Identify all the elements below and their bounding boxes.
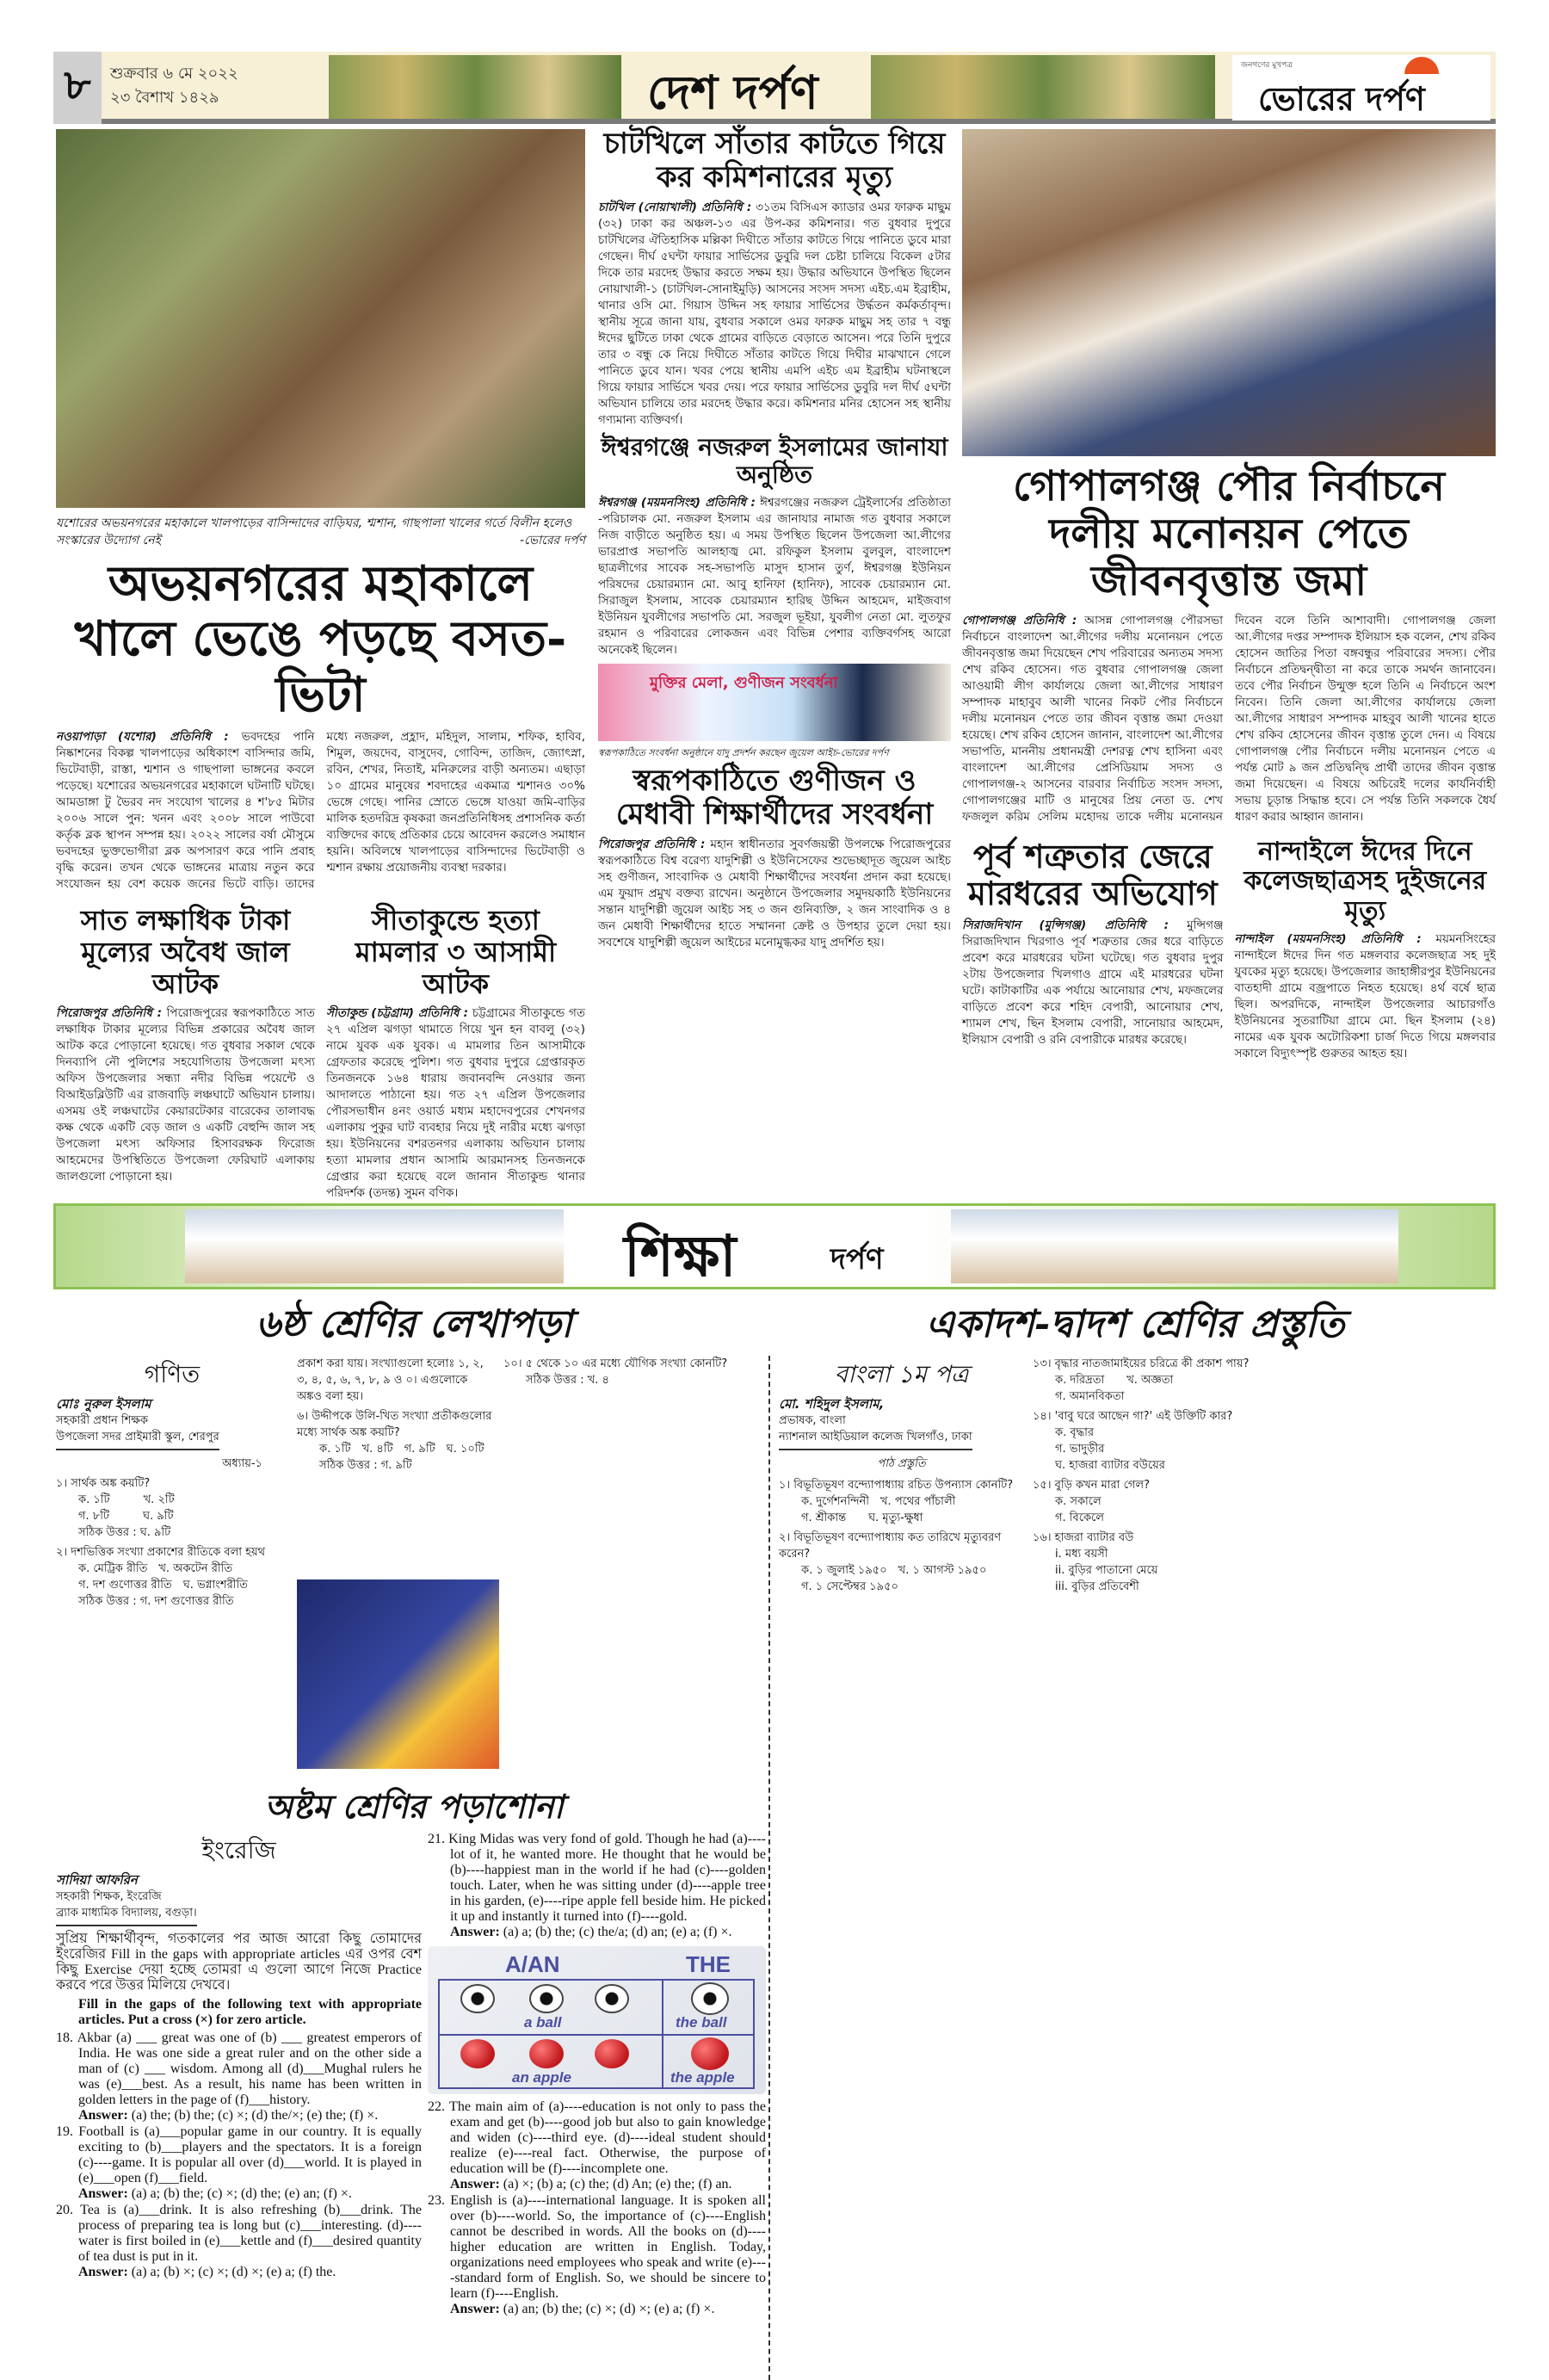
middle-news-column: [598, 127, 951, 1196]
apple-icon: [595, 2039, 629, 2068]
exercise-answer: [78, 2186, 422, 2202]
sun-icon: [1404, 57, 1439, 74]
answer-label: Answer:: [78, 2186, 128, 2201]
exercise-answer: [450, 2302, 766, 2317]
date-block: [110, 62, 238, 110]
exercise-text: 18. Akbar (a) ___ great was one of (b) ___ greatest emperors of India. He was one side a great ruler and on the other side a man of (c) ___ wisdom. Among all (d)___Mughal rulers he was (e)___best. As a result, his name has been written in golden letters in the page of (f)___history.: [56, 2031, 422, 2107]
answer-label: Answer:: [450, 1925, 500, 1939]
students-photo-left: [185, 1209, 564, 1283]
page-number: ৮: [53, 52, 102, 124]
articles-figure: [428, 1946, 766, 2094]
exercise-answer: [450, 2177, 766, 2192]
question-text: ১৬। হাজরা ব্যাটার বউ: [1033, 1531, 1134, 1544]
article-swarupkathi: পিরোজপুর প্রতিনিধি : মহান স্বাধীনতার সুবর্ণজয়ন্তী উপলক্ষে পিরোজপুরের স্বরূপকাঠিতে বিশ্ব বরেণ্য যাদুশিল্পী ও ইউনিসেফের শুভেচ্ছাদূত জুয়েল আইচ সহ গুণীজন, সাংবাদিক ও মেধাবী শিক্ষার্থীদের সংবর্ধনা প্রদান করা হয়েছে। এম ফুয়াদ প্রমুখ বক্তব্য রাখেন। অনুষ্ঠানে উপজেলার সমুদয়কাঠি ইউনিয়নের সন্তান যাদুশিল্পী জুয়েল আইচ সহ ৩ জন গুনিব্যক্তি, ২ জন সাংবাদিক ও ৪ জন মেধাবী শিক্ষার্থীদের হাতে সম্মাননা ক্রেষ্ট ও উপহার তুলে দেয়া হয়। সবশেষে যাদুশিল্পী জুয়েল আইচের মনোমুগ্ধকর যাদু প্রদর্শিত হয়।: [598, 837, 951, 949]
question-option: গ. ৮টি ঘ. ৯টি: [78, 1510, 174, 1523]
question-option: গ. ভাদুড়ীর: [1055, 1443, 1105, 1456]
exercise-answer: [78, 2265, 422, 2280]
subject-math: গণিত: [144, 1360, 201, 1388]
author-byline: সাদিয়া আফরিন সহকারী শিক্ষক, ইংরেজি ব্র্যাক মাধ্যমিক বিদ্যালয়, বগুড়া।: [56, 1872, 422, 1926]
students-photo-right: [951, 1209, 1398, 1283]
exercise-item: [56, 2203, 422, 2280]
apple-icon: [529, 2039, 564, 2068]
question-answer: সঠিক উত্তর : খ. ৪: [526, 1374, 609, 1387]
nomination-photo: [962, 129, 1496, 456]
photo-caption: যশোরের অভয়নগরের মহাকালে খালপাড়ের বাসিন্দাদের বাড়িঘর, শ্মশান, গাছপালা খালের গর্তে বিলীন হলেও সংস্কারের উদ্যোগ নেই -ভোরের দর্পণ: [56, 516, 585, 547]
question-item: [779, 1530, 1024, 1595]
class6-col: [56, 1356, 288, 1613]
article-abhaynagar: নওয়াপাড়া (যশোর) প্রতিনিধি : ভবদহের পানি নিষ্কাশনের বিকল্প খালপাড়ের অধিকাংশ বাসিন্দার জমি, ভিটেবাড়ী, রাস্তা, শ্মশান ও গাছপালা ভাঙ্গনের কবলে পড়েছে। যশোরের অভয়নগরের মহাকালে ঘটনাটি ঘটছে। আমডাঙ্গা টু ভৈরব নদ সংযোগ খালের ৪ শ'৮৫ মিটার ২০০৬ সালে পুন: খনন এবং ২০০৮ সালে পাউবো কর্তৃক ব্লক স্থাপন সম্পন্ন হয়। ২০২২ সালের বর্ষা মৌসুমে ভবদহের ভুক্তভোগীরা ব্লক অপসারণ করে পানি প্রবাহ বৃদ্ধি করেন। তখন থেকে ভাঙ্গনের মাত্রায় নতুন করে সংযোজন হয় বেশ কয়েক জনের ভিটে বাড়ি। তাদের মধ্যে নজরুল, প্রহ্লাদ, মহিদুল, সালাম, শফিক, হাবিব, শিমুল, জয়দেব, বাসুদেব, গোবিন্দ, তাজিদ, জ্যোৎস্না, রবিন, শেখর, নিতাই, মনিরুলের বাড়ী অন্যতম। এছাড়া ১০ গ্রামের মানুষের শবদাহের একমাত্র শ্মশানও ৩০% ভেঙ্গে গেছে। পানির স্রোতে ভেঙ্গে যাওয়া জমি-বাড়ির মালিক হতদরিদ্র কৃষকরা জনপ্রতিনিধিসহ প্রশাসনিক কর্তা ব্যক্তিদের কাছে প্রতিকার চেয়ে আবেদন করলেও সমাধান হয়নি। অবিলম্বে খালপাড়ের বাসিন্দাদের ভিটেবাড়ী ও শ্মশান রক্ষায় প্রয়োজনীয় ব্যবস্থা দরকার।: [56, 730, 585, 892]
article-purbo: সিরাজদিখান (মুন্সিগঞ্জ) প্রতিনিধি : মুন্সিগঞ্জ সিরাজদিখান খিরগাও পূর্ব শত্রুতার জের ধরে বাড়িতে প্রবেশ করে মারধরের ঘটনা ঘটেছে। গত বুধবার দুপুর ২টায় উপজেলার খিলগাও গ্রামে এই মারধরের ঘটনা ঘটে। কাটাকাটির এক পর্যায়ে আনোয়ার শেখ, মফজলের বাড়িতে প্রবেশ করে শহিদ বেপারী, আনোয়ার শেখ, শ্যামল শেখ, ছিন ইসলাম বেপারী, সানোয়ার আহমেদ, ইলিয়াস বেপারী ও রনি বেপারীকে মারধর করেছে।: [962, 918, 1224, 1047]
exercise-answer: [450, 1925, 766, 1940]
article-net: পিরোজপুর প্রতিনিধি : পিরোজপুরের স্বরূপকাঠিতে সাত লক্ষাধিক টাকার মূল্যের বিভিন্ন প্রকারের অবৈধ জাল আটক করে পোড়ানো হয়েছে। গত বুধবার সকাল থেকে দিনব্যাপি নৌ পুলিশের সহযোগিতায় উপজেলা মৎস্য অফিস উপজেলার সন্ধ্যা নদীর বিভিন্ন পয়েন্টে ও বিআইডব্লিউটি এর রাজবাড়ি লঞ্চঘাটে অভিযান চালায়। এসময় ওই লঞ্চঘাটের কেয়ারটেকার বারেকের তালাবদ্ধ কক্ষ থেকে একটি বেড় জাল ও একটি বেহুন্দি জাল সহ উপজেলা মৎস্য অফিসার হিসাবরক্ষক ফিরোজ আহমেদের উপস্থিতিতে উপজেলা ফেরিঘাট এলাকায় জালগুলো পোড়ানো হয়।: [56, 1005, 315, 1184]
exercise-item: [56, 2124, 422, 2202]
event-banner-text: মুক্তির মেলা, গুণীজন সংবর্ধনা: [650, 673, 838, 692]
question-option: ক. ১ জুলাই ১৯৫০ খ. ১ আগস্ট ১৯৫০: [801, 1564, 987, 1577]
author-byline: মোঃ নুরুল ইসলাম সহকারী প্রধান শিক্ষক উপজেলা সদর প্রাইমারী স্কুল, শেরপুর: [56, 1396, 288, 1450]
answer-label: Answer:: [450, 2177, 500, 2191]
question-item: [297, 1356, 495, 1405]
class8-col-2: [428, 1832, 766, 2318]
felicitation-photo: [598, 664, 951, 741]
exercise-text: 23. English is (a)----international language. It is spoken all over (b)----world. So, the importance of (c)----English cannot be described in words. All the books on (d)----higher education are written in English. Today, organizations need employees who speak and write (e)----standard form of English. So, we should be sincere to learn (f)----English.: [428, 2193, 766, 2301]
question-option: গ. দশ গুণোত্তর রীতি ঘ. ভগ্নাংশরীতি: [78, 1579, 248, 1592]
question-option: ক. সকালে: [1055, 1495, 1102, 1508]
class11-col: [779, 1356, 1024, 1598]
question-text: ১। সার্থক অঙ্ক কয়টি?: [56, 1477, 151, 1490]
label-the-ball: the ball: [676, 2014, 727, 2031]
question-item: [1033, 1477, 1256, 1526]
figure-grid: [438, 1979, 755, 2089]
answer-text: (a) the; (b) the; (c) ×; (d) the/×; (e) the; (f) ×.: [131, 2108, 379, 2123]
exercise-text: 20. Tea is (a)___drink. It is also refreshing (b)___drink. The process of preparing tea is long but (c)___interesting. (d)----water is first boiled in (e)___kettle and (f)___desired quantity of tea dust is put in it.: [56, 2203, 422, 2264]
question-item: [779, 1477, 1024, 1526]
exercise-text: 19. Football is (a)___popular game in our country. It is equally exciting to (b)___players and the spectators. It is a foreign (c)----game. It is popular all over (d)___world. It is played in (e)___open (f)___field.: [56, 2124, 422, 2185]
question-text: ১। বিভূতিভূষণ বন্দ্যোপাধ্যায় রচিত উপন্যাস কোনটি?: [779, 1479, 1014, 1492]
question-text: ১৫। বুড়ি কখন মারা গেল?: [1033, 1479, 1150, 1492]
headline-gopalganj: গোপালগঞ্জ পৌর নির্বাচনে দলীয় মনোনয়ন পেতে জীবনবৃত্তান্ত জমা: [1012, 462, 1446, 606]
answer-text: (a) a; (b) the; (c) ×; (d) the; (e) an; (f) ×.: [131, 2186, 352, 2201]
answer-label: Answer:: [78, 2108, 128, 2123]
answer-text: (a) a; (b) ×; (c) ×; (d) ×; (e) a; (f) the.: [131, 2265, 336, 2279]
headline-nazrul: ঈশ্বরগঞ্জে নজরুল ইসলামের জানাযা অনুষ্ঠিত: [601, 433, 948, 490]
question-text: ১০। ৫ থেকে ১০ এর মধ্যে যৌগিক সংখ্যা কোনটি?: [503, 1357, 728, 1370]
question-answer: সঠিক উত্তর : ঘ. ৯টি: [78, 1526, 171, 1539]
class8-col: [56, 1832, 422, 2281]
photo-caption-swarupkathi: স্বরূপকাঠিতে সংবর্ধনা অনুষ্ঠানে যাদু প্রদর্শন করছেন জুয়েল আইচ-ভোরের দর্পণ: [598, 746, 889, 758]
question-option: ক. ১টি খ. ২টি: [78, 1493, 175, 1506]
question-answer: সঠিক উত্তর : গ. ৯টি: [319, 1459, 412, 1472]
question-text: ১৩। বৃদ্ধার নাতজামাইয়ের চরিত্রে কী প্রকাশ পায়?: [1033, 1357, 1250, 1370]
question-option: ক. দুর্গেশনন্দিনী খ. পথের পাঁচালী: [801, 1495, 956, 1508]
question-option: গ. ১ সেপ্টেম্বর ১৯৫০: [801, 1580, 898, 1593]
label-a-ball: a ball: [524, 2014, 562, 2031]
question-option: ঘ. হাজরা ব্যাটার বউয়ের: [1055, 1459, 1165, 1472]
exercise-text: 21. King Midas was very fond of gold. Though he had (a)----lot of it, he wanted more. He thought that he would be (b)----happiest man in the world if he had (c)----golden touch. Later, when he was sitting under (d)----apple tree in his garden, (e)----ripe apple fell beside him. He picked it up and instantly it turned into (f)----gold.: [428, 1832, 766, 1924]
question-item: [56, 1544, 288, 1610]
newspaper-logo: [1232, 55, 1490, 121]
answer-label: Answer:: [450, 2302, 500, 2316]
answer-text: (a) an; (b) the; (c) ×; (d) ×; (e) a; (f) ×.: [503, 2302, 715, 2316]
question-text: ২। বিভূতিভূষণ বন্দ্যোপাধ্যায় কত তারিখে মৃত্যুবরণ করেন?: [779, 1531, 1002, 1561]
header-photo-strip-left: [329, 55, 621, 119]
article-nandail: নান্দাইল (ময়মনসিংহ) প্রতিনিধি : ময়মনসিংহের নান্দাইলে ঈদের দিন গত মঙ্গলবার কলেজছাত্র সহ দুই যুবকের মৃত্যু হয়েছে। উপজেলার জাহাঙ্গীরপুর ইউনিয়নের বাতহাদী গ্রামে বজ্রপাতে নিহত হয়েছে। ৪র্থ বর্ষে ছাত্র ছিল। অপরদিকে, নান্দাইল উপজেলার আচারগাঁও ইউনিয়নের সুতরাটিয়া গ্রামে মো. ছিন ইসলাম (২৪) নামের এক যুবক অটোরিকশা চার্জ দিতে গিয়ে মঙ্গলবার সকালে বিদ্যুৎস্পৃষ্ট গুরুতর আহত হয়।: [1234, 932, 1496, 1061]
exercise-item: [428, 2099, 766, 2192]
article-gopalganj: গোপালগঞ্জ প্রতিনিধি : আসন্ন গোপালগঞ্জ পৌরসভা নির্বাচনে বাংলাদেশ আ.লীগের দলীয় মনোনয়ন পেতে জীবনবৃত্তান্ত জমা দিয়েছেন শেখ পরিবারের অন্যতম সদস্য শেখ রকিব হোসেন। গত বুধবার গোপালগঞ্জ জেলা আওয়ামী লীগ কার্যালয়ে জেলা আ.লীগের সাধারণ সম্পাদক মাহাবুব আলী খানের নিকট পৌর নির্বাচনে দলীয় মনোনয়ন পেতে তার জীবন বৃত্তান্ত জমা দেওয়া হয়েছে। শেখ রকিব হোসেন জানান, বাংলাদেশ আ.লীগের সভাপতি, মাননীয় প্রধানমন্ত্রী দেশরত্ন শেখ হাসিনা এবং বাংলাদেশ আ.লীগের প্রেসিডিয়াম সদস্য ও গোপালগঞ্জ-২ আসনের বারবার নির্বাচিত সংসদ সদস্য, গোপালগঞ্জের মাটি ও মানুষের প্রিয় নেতা ড. শেখ ফজলুল করিম সেলিম মহোদয় তাকে দলীয় মনোনয়ন দিবেন বলে তিনি আশাবাদী। গোপালগঞ্জ জেলা আ.লীগের দপ্তর সম্পাদক ইলিয়াস হক বলেন, শেখ রকিব হোসেন জাতির পিতা বঙ্গবন্ধুর পরিবারের সদস্য। পৌর নির্বাচনে প্রতিদ্বন্দ্বীতা না করে তাকে সমর্থন জানাবেন। তবে পৌর নির্বাচন উন্মুক্ত হলে তিনি এ নির্বাচনে অংশ নিবেন। তিনি জেলা আ.লীগের কার্যালয়ে জেলা আ.লীগের সাধারণ সম্পাদক মাহবুব আলী খানের হাতে শেখ রকিব হোসেনের জীবন বৃত্তান্ত তুলে দেন। এ বিষয়ে গোপালগঞ্জ পৌর নির্বাচনে দলীয় মনোনয়ন পেতে এ পর্যন্ত মোট ৯ জন প্রতিদ্বন্দ্বি প্রার্থী তাদের জীবন বৃত্তান্ত জমা দিয়েছেন। এ বিষয়ে অচিরেই দলের কার্যনির্বাহী সভায় চূড়ান্ত সিদ্ধান্ত হবে। সে পর্যন্ত তিনি সকলকে ধৈর্য ধারণ করার আহ্বান জানান।: [962, 613, 1496, 824]
section-label: পাঠ প্রস্তুতি: [877, 1457, 926, 1470]
figure-heading-the: THE: [686, 1951, 731, 1977]
exercise-answer: [78, 2108, 422, 2123]
class8-heading: অষ্টম শ্রেণির পড়াশোনা: [264, 1787, 564, 1826]
question-item: [297, 1408, 495, 1474]
exercise-item: [56, 2031, 422, 2123]
page-header: [53, 52, 1496, 124]
question-option: গ. অমানবিকতা: [1055, 1390, 1125, 1403]
question-text: প্রকাশ করা যায়। সংখ্যাগুলো হলোঃ ১, ২, ৩, ৪, ৫, ৬, ৭, ৮, ৯ ও ০। এগুলোকে অঙ্কও বলা হয়।: [297, 1357, 484, 1403]
left-news-column: [56, 129, 585, 1200]
question-text: ২। দশভিত্তিক সংখ্যা প্রকাশের রীতিকে বলা হয়থ: [56, 1546, 266, 1559]
logo-text: ভোরের দর্পণ: [1258, 80, 1425, 118]
headline-sitakunda: সীতাকুন্ডে হত্যা মামলার ৩ আসামী আটক: [355, 904, 557, 1000]
question-option: গ. বিকেলে: [1055, 1511, 1104, 1524]
question-item: [503, 1356, 762, 1388]
class6-heading: ৬ষ্ঠ শ্রেণির লেখাপড়া: [256, 1302, 572, 1346]
headline-swarupkathi: স্বরূপকাঠিতে গুণীজন ও মেধাবী শিক্ষার্থীদের সংবর্ধনা: [615, 763, 934, 831]
headline-chatkhil: চাটখিলে সাঁতার কাটতে গিয়ে কর কমিশনারের মৃত্যু: [603, 127, 946, 195]
headline-abhaynagar: অভয়নগরের মহাকালে খালে ভেঙে পড়ছে বসত-ভিটা: [74, 555, 567, 723]
question-item: [1033, 1408, 1256, 1474]
apple-icon: [460, 2039, 495, 2068]
article-sitakunda: সীতাকুন্ড (চট্টগ্রাম) প্রতিনিধি : চট্টগ্রামের সীতাকুন্ডে গত ২৭ এপ্রিল ঝগড়া থামাতে গিয়ে খুন হন বাবলু (৩২) নামে যুবক এক যুবক। এ মামলার তিন আসামীকে গ্রেফতার করেছে পুলিশ। গত বুধবার দুপুরে গ্রেপ্তারকৃত তিনজনকে ১৬৪ ধারায় জবানবন্দি নেওয়ার জন্য আদালতে পাঠানো হয়। গত ২৭ এপ্রিল উপজেলার পৌরসভাধীন ৪নং ওয়ার্ড মধ্যম মহাদেবপুরের শেখনগর এলাকায় পুকুর ঘাট ব্যবহার নিয়ে দুই নারীর মধ্যে ঝগড়া হয়। ইউনিয়নের বশরতনগর এলাকায় অভিযান চালায় হত্যা মামলার প্রধান আসামি আরমানসহ তিনজনকে গ্রেপ্তার করা হয়েছে বলে জানান সীতাকুন্ড থানার পরিদর্শক (তদন্ত) সুমন বণিক।: [326, 1005, 585, 1200]
ball-icon: [529, 1984, 564, 2013]
ball-icon: [595, 1984, 629, 2013]
author-byline: মো. শহিদুল ইসলাম, প্রভাষক, বাংলা ন্যাশনাল আইডিয়াল কলেজ খিলগাঁও, ঢাকা: [779, 1396, 1024, 1450]
question-option: i. মধ্য বয়সী: [1055, 1548, 1108, 1561]
question-option: গ. শ্রীকান্ত ঘ. মৃত্যু-ক্ষুধা: [801, 1511, 923, 1524]
question-option: ক. বৃদ্ধার: [1055, 1426, 1095, 1439]
banner-title: শিক্ষা: [624, 1222, 737, 1289]
figure-heading-a-an: A/AN: [505, 1951, 560, 1977]
question-option: ক. দরিদ্রতা খ. অজ্ঞতা: [1055, 1374, 1174, 1387]
exercise-text: 22. The main aim of (a)----education is not only to pass the exam and get (b)----good job but also to gain knowledge and widen (c)----third eye. (d)----ideal student should realize (e)----real fact. Otherwise, the purpose of education will be (f)----incomplete one.: [428, 2099, 766, 2176]
subject-english: ইংরেজি: [201, 1836, 276, 1864]
answer-text: (a) a; (b) the; (c) the/a; (d) an; (e) a; (f) ×.: [503, 1925, 732, 1939]
label-the-apple: the apple: [670, 2069, 735, 2086]
ball-icon: [691, 1982, 729, 2015]
headline-purbo: পূর্ব শত্রুতার জেরে মারধরের অভিযোগ: [967, 836, 1218, 913]
date-bengali: ২৩ বৈশাখ ১৪২৯: [110, 89, 219, 107]
class11-heading: একাদশ-দ্বাদশ শ্রেণির প্রস্তুতি: [925, 1302, 1345, 1346]
question-item: [1033, 1356, 1256, 1405]
date-gregorian: শুক্রবার ৬ মে ২০২২: [110, 65, 238, 83]
label-an-apple: an apple: [512, 2069, 571, 2086]
answer-text: (a) ×; (b) a; (c) the; (d) An; (e) the; (f) an.: [503, 2177, 732, 2191]
exercise-item: [428, 2193, 766, 2317]
intro-text: সুপ্রিয় শিক্ষার্থীবৃন্দ, গতকালের পর আজ আরো কিছু তোমাদের ইংরেজির Fill in the gaps with appropriate articles এর ওপর বেশ কিছু Exercise দেয়া হচ্ছে তোমরা এ গুলো আগে নিজে Practice করবে পরে উত্তর মিলিয়ে দেখবে।: [56, 1932, 422, 1993]
teacher-cartoon: [297, 1579, 499, 1769]
ball-icon: [460, 1984, 495, 2013]
exercise-item: [428, 1832, 766, 1940]
headline-nandail: নান্দাইলে ঈদের দিনে কলেজছাত্রসহ দুইজনের মৃত্যু: [1244, 836, 1487, 926]
question-option: ক. ১টি খ. ৪টি গ. ৯টি ঘ. ১০টি: [319, 1443, 484, 1456]
right-news-column: [962, 129, 1496, 1196]
answer-label: Answer:: [78, 2265, 128, 2279]
question-text: ১৪। 'বাবু ঘরে আছেন গা?' এই উক্তিটি কার?: [1033, 1410, 1233, 1423]
section-title: দেশ দর্পণ: [647, 65, 818, 120]
logo-tagline: জনগণের মুখপত্র: [1241, 61, 1293, 70]
column-divider: [768, 1356, 770, 2380]
article-nazrul: ঈশ্বরগঞ্জ (ময়মনসিংহ) প্রতিনিধি : ঈশ্বরগঞ্জের নজরুল ট্রেইলার্সের প্রতিষ্ঠাতা -পরিচালক মো. নজরুল ইসলাম এর জানাযার নামাজ গত বুধবার সকালে নিজ বাড়ীতে অনুষ্ঠিত হয়। এ সময় উপস্থিত ছিলেন উপজেলা আ.লীগের ভারপ্রাপ্ত সভাপতি আলহাজ্ব মো. রফিকুল ইসলাম বুলবুল, বাংলাদেশ ছাত্রলীগের সাবেক সহ-সভাপতি মাসুদ হাসান তুর্ণ, ঈশ্বরগঞ্জ ইউনিয়ন পরিষদের চেয়ারম্যান মো. আবু হানিফা (হানিফ), সাবেক চেয়ারম্যান মো. সিরাজুল ইসলাম, সাবেক চেয়ারম্যান হারিছ উদ্দিন আহমেদ, মাইজবাগ ইউনিয়ন যুবলীগের সভাপতি মো. সরজুল ভূইয়া, যুবলীগ নেতা মো. লুতফুর রহমান ও পরিবারের লোকজন এবং বিভিন্ন পেশার ব্যক্তিবর্গসহ আরো অনেকেই ছিলেন।: [598, 495, 951, 657]
question-answer: সঠিক উত্তর : গ. দশ গুণোত্তর রীতি: [78, 1595, 234, 1608]
question-option: iii. বুড়ির প্রতিবেশী: [1055, 1580, 1139, 1593]
question-option: ক. মেট্রিক রীতি খ. অকটেন রীতি: [78, 1562, 233, 1575]
chapter-label: অধ্যায়-১: [222, 1457, 262, 1470]
article-chatkhil: চাটখিল (নোয়াখালী) প্রতিনিধি : ৩১তম বিসিএস ক্যাডার ওমর ফারুক মাছুম (৩২) ঢাকা কর অঞ্চল-১৩ এর উপ-কর কমিশনার। গত বুধবার দুপুরে চাটখিলের ঐতিহাসিক মল্লিকা দিঘীতে সাঁতার কাটতে গিয়ে পানিতে ডুবে মারা গেছেন। দীর্ঘ ৫ঘন্টা ফায়ার সার্ভিসের ডুবুরি দল চেষ্টা চালিয়ে বিকেল ৫টার দিকে তার মরদেহ উদ্ধার করতে সক্ষম হয়। উদ্ধার অভিযানে উপস্থিত ছিলেন নোয়াখালী-১ (চাটখিল-সোনাইমুড়ি) আসনের সংসদ সদস্য এইচ.এম ইব্রাহীম, থানার ওসি মো. গিয়াস উদ্দিন সহ ফায়ার সার্ভিসের উর্দ্ধতন কর্মকর্তাবৃন্দ। স্থানীয় সূত্রে জানা যায়, বুধবার সকালে ওমর ফারুক মাছুম সহ তার ৭ বন্ধু ঈদের ছুটিতে ঢাকা থেকে গ্রামের বাড়িতে বেড়াতে আসেন। পরে তিনি দুপুরে তার ৩ বন্ধু কে নিয়ে দিঘীতে সাঁতার কাটতে গিয়ে দিঘীর মাঝখানে গেলে পানিতে ডুবে যান। খবর পেয়ে স্থানীয় এমপি এইচ এম ইব্রাহীম ঘটনাস্থলে গিয়ে ফায়ার সার্ভিসে খবর দেয়। পরে ফায়ার সার্ভিসের ডুবুরি দল দীর্ঘ ৫ঘন্টা অভিযান চালিয়ে তার মরদেহ উদ্ধার করে। কমিশনার মনির হোসেন সহ স্থানীয় গণ্যমান্য ব্যক্তিবর্গ।: [598, 201, 951, 428]
apple-icon: [691, 2037, 729, 2070]
banner-subtitle: দর্পণ: [830, 1242, 884, 1277]
collapsed-houses-photo: [56, 129, 585, 508]
headline-net: সাত লক্ষাধিক টাকা মূল্যের অবৈধ জাল আটক: [80, 904, 291, 1000]
subject-bangla: বাংলা ১ম পত্র: [834, 1360, 969, 1388]
question-item: [1033, 1530, 1256, 1595]
education-banner: [53, 1203, 1496, 1289]
instruction-text: Fill in the gaps of the following text with appropriate articles. Put a cross (×) for zero article.: [78, 1997, 422, 2027]
question-option: ii. বুড়ির পাতানো মেয়ে: [1055, 1564, 1158, 1577]
question-text: ৬। উদ্দীপকে উলি-খিত সংখ্যা প্রতীকগুলোর মধ্যে সার্থক অঙ্ক কয়টি?: [297, 1410, 492, 1439]
header-photo-strip-right: [871, 55, 1215, 119]
question-item: [56, 1475, 288, 1541]
